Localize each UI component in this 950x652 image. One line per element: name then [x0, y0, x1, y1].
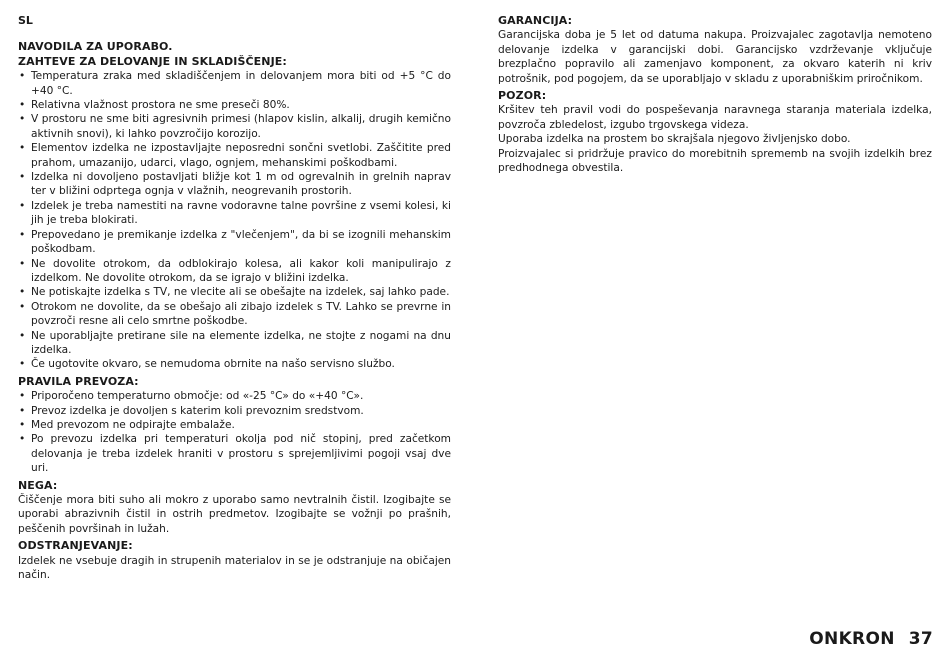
list-item: • Med prevozom ne odpirajte embalaže.: [18, 418, 451, 432]
caution-heading: POZOR:: [498, 89, 547, 103]
disposal-text: Izdelek ne vsebuje dragih in strupenih materialov in se je odstranjuje na običajen način.: [18, 554, 451, 582]
page-footer: [809, 628, 933, 650]
list-item: • Elementov izdelka ne izpostavljajte neposredni sončni svetlobi. Zaščitite pred prahom, umazanijo, udarci, vlago, ognjem, mehanskimi poškodbami.: [18, 141, 451, 170]
caution-line: Uporaba izdelka na prostem bo skrajšala njegovo življenjsko dobo.: [498, 133, 851, 146]
caution-line: Kršitev teh pravil vodi do pospeševanja naravnega staranja materiala izdelka, povzroča zbledelost, izgubo trgovskega videza.: [498, 104, 932, 131]
page-number: 37: [908, 629, 933, 649]
transport-heading: PRAVILA PREVOZA:: [18, 374, 139, 388]
list-item: • Prepovedano je premikanje izdelka z "vlečenjem", da bi se izognili mehanskim poškodbam.: [18, 228, 451, 257]
list-item: • V prostoru ne sme biti agresivnih primesi (hlapov kislin, alkalij, drugih kemično aktivnih snovi), ki lahko povzročijo korozijo.: [18, 112, 451, 141]
brand-logo: ONKRON: [809, 629, 895, 649]
list-item: • Če ugotovite okvaro, se nemudoma obrnite na našo servisno službo.: [18, 357, 451, 371]
list-item: • Izdelek je treba namestiti na ravne vodoravne talne površine z vsemi kolesi, ki jih je treba blokirati.: [18, 199, 451, 228]
list-item: • Izdelka ni dovoljeno postavljati bližje kot 1 m od ogrevalnih in grelnih naprav ter v bližini odprtega ognja v vlažnih, neogrevanih prostorih.: [18, 170, 451, 199]
storage-list: [18, 69, 451, 372]
list-item: • Relativna vlažnost prostora ne sme preseči 80%.: [18, 98, 451, 112]
manual-title: NAVODILA ZA UPORABO.: [18, 40, 173, 54]
right-column: [498, 14, 932, 175]
list-item: • Temperatura zraka med skladiščenjem in delovanjem mora biti od +5 °C do +40 °C.: [18, 69, 451, 98]
list-item: • Otrokom ne dovolite, da se obešajo ali zibajo izdelek s TV. Lahko se prevrne in povzroči resne ali celo smrtne poškodbe.: [18, 300, 451, 329]
warranty-heading: GARANCIJA:: [498, 14, 573, 27]
list-item: • Ne uporabljajte pretirane sile na elemente izdelka, ne stojte z nogami na dnu izdelka.: [18, 329, 451, 358]
left-column: [18, 14, 451, 582]
list-item: • Priporočeno temperaturno območje: od «-25 °C» do «+40 °C».: [18, 389, 451, 403]
list-item: • Prevoz izdelka je dovoljen s katerim koli prevoznim sredstvom.: [18, 404, 451, 418]
list-item: • Ne dovolite otrokom, da odblokirajo kolesa, ali kakor koli manipulirajo z izdelkom. Ne dovolite otrokom, da se igrajo v bližini izdelka.: [18, 257, 451, 286]
language-code: SL: [18, 14, 33, 27]
list-item: • Ne potiskajte izdelka s TV, ne vlecite ali se obešajte na izdelek, saj lahko pade.: [18, 285, 451, 299]
caution-line: Proizvajalec si pridržuje pravico do morebitnih sprememb na svojih izdelkih brez predhodnega obvestila.: [498, 147, 932, 175]
disposal-heading: ODSTRANJEVANJE:: [18, 539, 133, 553]
warranty-text: Garancijska doba je 5 let od datuma nakupa. Proizvajalec zagotavlja nemoteno delovanje izdelka v garancijski dobi. Garancijsko vzdrževanje vključuje brezplačno popravilo ali zamenjavo komponent, za okvaro katerih ni kriv potrošnik, pod pogojem, da se uporabljajo v skladu z uporabniškim priročnikom.: [498, 29, 932, 85]
list-item: • Po prevozu izdelka pri temperaturi okolja pod nič stopinj, pred začetkom delovanja je treba izdelek hraniti v prostoru s sprejemljivimi pogoji vsaj dve uri.: [18, 432, 451, 475]
storage-heading: ZAHTEVE ZA DELOVANJE IN SKLADIŠČENJE:: [18, 54, 287, 68]
transport-list: [18, 389, 451, 475]
care-text: Čiščenje mora biti suho ali mokro z uporabo samo nevtralnih čistil. Izogibajte se uporabi abrazivnih čistil in ostrih predmetov. Izogibajte se vožnji po prašnih, peščenih površinah in lužah.: [18, 494, 451, 535]
care-heading: NEGA:: [18, 478, 58, 492]
